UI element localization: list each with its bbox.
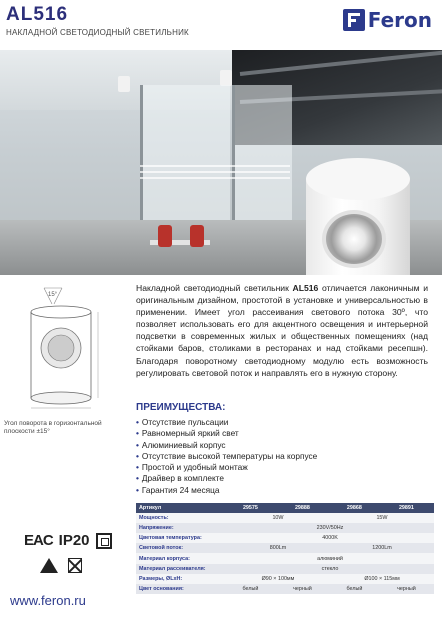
- table-row: [136, 564, 434, 574]
- spec-value: Ø90 × 100мм: [226, 574, 330, 584]
- list-item: • Отсутствие высокой температуры на корпусе: [136, 451, 317, 462]
- website-link[interactable]: www.feron.ru: [10, 593, 86, 608]
- table-row: [136, 574, 434, 584]
- spec-value: черный: [275, 584, 330, 594]
- product-subtitle: НАКЛАДНОЙ СВЕТОДИОДНЫЙ СВЕТИЛЬНИК: [6, 28, 189, 37]
- spec-value: стекло: [226, 564, 434, 574]
- feron-logo-icon: [343, 9, 365, 31]
- list-item: • Простой и удобный монтаж: [136, 462, 317, 473]
- class-ii-icon: [96, 533, 112, 549]
- advantages-list: [136, 417, 317, 496]
- brand-logo: [343, 8, 432, 32]
- glass-stripe: [140, 171, 290, 173]
- table-row: [136, 513, 434, 523]
- list-item: • Драйвер в комплекте: [136, 473, 317, 484]
- article-cell: 29888: [275, 503, 330, 513]
- warning-icons: [40, 558, 82, 573]
- description-lead: Накладной светодиодный светильник: [136, 283, 293, 293]
- spec-value: 4000K: [226, 533, 434, 543]
- spec-value: алюминий: [226, 553, 434, 563]
- description-text: отличается лаконичным и оригинальным дизайном, простотой в установке и универсальностью в применении. Имеет угол рассеивания светового потока 30º, что позволяет использовать его для акцентного освещения и интерьерной подсветки в современных жилых и общественных помещениях (над стойками баров, столиками в ресторанах и над стойками ресепшн). Благодаря поворотному светодиодному модулю есть возможность регулировать световой поток и направлять его в нужную сторону.: [136, 283, 428, 378]
- description-model: AL516: [292, 283, 319, 293]
- article-cell: 29575: [226, 503, 275, 513]
- list-item: • Отсутствие пульсации: [136, 417, 317, 428]
- spec-label: Цветовая температура:: [136, 533, 226, 543]
- fixture-top: [306, 158, 410, 200]
- advantages-title: ПРЕИМУЩЕСТВА:: [136, 402, 226, 413]
- spec-label: Артикул: [136, 503, 226, 513]
- glass-stripe: [140, 165, 290, 167]
- list-item: • Гарантия 24 месяца: [136, 485, 317, 496]
- product-description: [136, 282, 428, 379]
- spec-label: Мощность:: [136, 513, 226, 523]
- spec-value: Ø100 × 115мм: [330, 574, 434, 584]
- red-chair: [190, 225, 204, 247]
- brand-name: Feron: [367, 8, 432, 32]
- list-item: • Алюминиевый корпус: [136, 440, 317, 451]
- spec-label: Световой поток:: [136, 543, 226, 553]
- spec-value: белый: [226, 584, 275, 594]
- table-row: [136, 523, 434, 533]
- table-row: [136, 543, 434, 553]
- table-row: [136, 584, 434, 594]
- fixture-drawing: [18, 286, 104, 416]
- ip-rating: IP20: [58, 532, 90, 549]
- spec-value: черный: [379, 584, 434, 594]
- spec-value: 800Lm: [226, 543, 330, 553]
- spec-value: 230V/50Hz: [226, 523, 434, 533]
- table-row: [136, 503, 434, 513]
- spec-label: Материал корпуса:: [136, 553, 226, 563]
- table-row: [136, 553, 434, 563]
- spec-label: Напряжение:: [136, 523, 226, 533]
- table-row: [136, 533, 434, 543]
- article-cell: 29891: [379, 503, 434, 513]
- rotation-note: Угол поворота в горизонтальной плоскости ±15°: [4, 420, 102, 435]
- header: [0, 0, 442, 50]
- spec-table: [136, 503, 434, 594]
- certification-marks: [24, 532, 112, 549]
- fixture-photo: [298, 150, 416, 275]
- crossed-bin-icon: [68, 558, 82, 573]
- spec-label: Цвет основания:: [136, 584, 226, 594]
- fixture-lens: [322, 210, 386, 268]
- ceiling-lamp: [220, 70, 232, 86]
- spec-label: Материал рассеивателя:: [136, 564, 226, 574]
- article-cell: 29868: [330, 503, 379, 513]
- spec-value: 10W: [226, 513, 330, 523]
- eac-mark: EAC: [24, 532, 53, 549]
- model-title: AL516: [6, 4, 69, 25]
- spec-value: белый: [330, 584, 379, 594]
- red-chair: [158, 225, 172, 247]
- glass-stripe: [140, 177, 290, 179]
- spec-value: 1200Lm: [330, 543, 434, 553]
- warning-triangle-icon: [40, 558, 58, 573]
- spec-value: 15W: [330, 513, 434, 523]
- ceiling-lamp: [118, 76, 130, 92]
- angle-mark: 15°: [48, 292, 58, 298]
- list-item: • Равномерный яркий свет: [136, 428, 317, 439]
- spec-label: Размеры, ØLxH:: [136, 574, 226, 584]
- hero-photo: [0, 50, 442, 275]
